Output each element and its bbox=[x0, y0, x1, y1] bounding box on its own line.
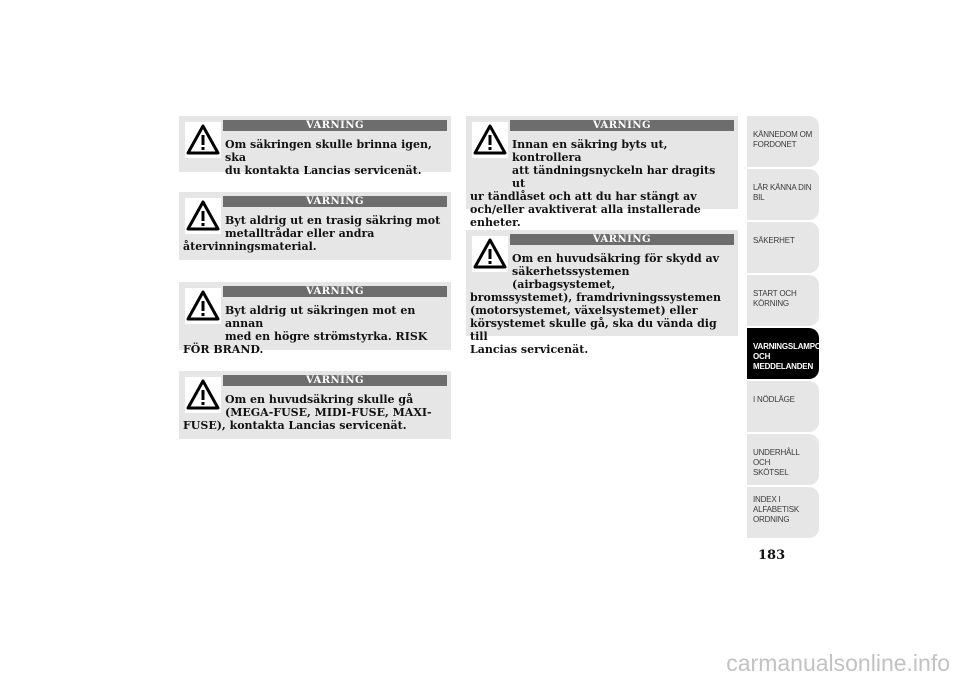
tab-sakerhet[interactable] bbox=[747, 222, 819, 273]
warning-box bbox=[466, 230, 738, 356]
warning-text bbox=[183, 214, 445, 253]
tab-label: FORDONET bbox=[753, 140, 797, 149]
tab-label: ALFABETISK bbox=[753, 505, 800, 514]
warning-line: FÖR BRAND. bbox=[183, 343, 264, 356]
warning-heading: VARNING bbox=[223, 196, 447, 207]
warning-line: FUSE), kontakta Lancias servicenät. bbox=[183, 419, 407, 432]
tab-label: BIL bbox=[753, 193, 765, 202]
tab-index-i-alfabetisk-ordning[interactable] bbox=[747, 487, 819, 538]
warning-text bbox=[183, 393, 445, 432]
warning-line: Om säkringen skulle brinna igen, ska bbox=[225, 138, 432, 164]
warning-box bbox=[179, 282, 451, 356]
warning-heading: VARNING bbox=[223, 120, 447, 131]
warning-text bbox=[470, 138, 732, 229]
tab-label: MEDDELANDEN bbox=[753, 362, 814, 371]
warning-box bbox=[466, 116, 738, 229]
warning-heading: VARNING bbox=[223, 375, 447, 386]
warning-box bbox=[179, 116, 451, 177]
tab-varningslampor-och-meddelanden[interactable] bbox=[747, 328, 827, 379]
warning-text bbox=[183, 304, 445, 356]
tab-label: OCH bbox=[753, 352, 771, 361]
warning-line: (MEGA-FUSE, MIDI-FUSE, MAXI- bbox=[225, 406, 432, 419]
warning-line: Byt aldrig ut säkringen mot en annan bbox=[225, 304, 416, 330]
tab-i-nodlage[interactable] bbox=[747, 381, 819, 432]
warning-heading: VARNING bbox=[223, 286, 447, 297]
warning-line: (motorsystemet, växelsystemet) eller bbox=[470, 304, 698, 317]
warning-text bbox=[470, 252, 732, 356]
warning-line: ur tändlåset och att du har stängt av bbox=[470, 190, 697, 203]
tab-label: SÄKERHET bbox=[753, 236, 795, 245]
tab-label: UNDERHÅLL OCH bbox=[753, 448, 800, 467]
warning-line: Om en huvudsäkring skulle gå bbox=[225, 393, 414, 406]
tab-label: KÄNNEDOM OM bbox=[753, 130, 813, 139]
tab-label: VARNINGSLAMPOR bbox=[753, 342, 827, 351]
page-number: 183 bbox=[758, 548, 786, 563]
tab-label: LÄR KÄNNA DIN bbox=[753, 183, 812, 192]
warning-heading: VARNING bbox=[510, 120, 734, 131]
warning-box bbox=[179, 371, 451, 439]
warning-line: med en högre strömstyrka. RISK bbox=[225, 330, 428, 343]
tab-start-och-korning[interactable] bbox=[747, 275, 819, 326]
warning-line: Om en huvudsäkring för skydd av bbox=[512, 252, 720, 265]
tab-label: I NÖDLÄGE bbox=[753, 395, 795, 404]
warning-line: enheter. bbox=[470, 216, 521, 229]
warning-line: återvinningsmaterial. bbox=[183, 240, 317, 253]
warning-line: att tändningsnyckeln har dragits ut bbox=[512, 164, 716, 190]
chapter-tabs bbox=[747, 116, 827, 540]
watermark: carmanualsonline.info bbox=[726, 650, 950, 676]
warning-line: metalltrådar eller andra bbox=[225, 227, 375, 240]
tab-label: KÖRNING bbox=[753, 299, 789, 308]
warning-line: du kontakta Lancias servicenät. bbox=[225, 164, 422, 177]
warning-line: och/eller avaktiverat alla installerade bbox=[470, 203, 701, 216]
tab-kannedom-om-fordonet[interactable] bbox=[747, 116, 819, 167]
tab-underhall-och-skotsel[interactable] bbox=[747, 434, 819, 485]
warning-line: säkerhetssystemen (airbagsystemet, bbox=[512, 265, 630, 291]
warning-line: Byt aldrig ut en trasig säkring mot bbox=[225, 214, 441, 227]
warning-line: bromssystemet), framdrivningssystemen bbox=[470, 291, 721, 304]
tab-label: SKÖTSEL bbox=[753, 468, 789, 477]
warning-line: körsystemet skulle gå, ska du vända dig till bbox=[470, 317, 717, 343]
tab-label: INDEX I bbox=[753, 495, 781, 504]
warning-line: Innan en säkring byts ut, kontrollera bbox=[512, 138, 668, 164]
warning-box bbox=[179, 192, 451, 260]
tab-label: START OCH bbox=[753, 289, 797, 298]
tab-lar-kanna-din-bil[interactable] bbox=[747, 169, 819, 220]
warning-text bbox=[183, 138, 445, 177]
warning-heading: VARNING bbox=[510, 234, 734, 245]
tab-label: ORDNING bbox=[753, 515, 790, 524]
warning-line: Lancias servicenät. bbox=[470, 343, 589, 356]
